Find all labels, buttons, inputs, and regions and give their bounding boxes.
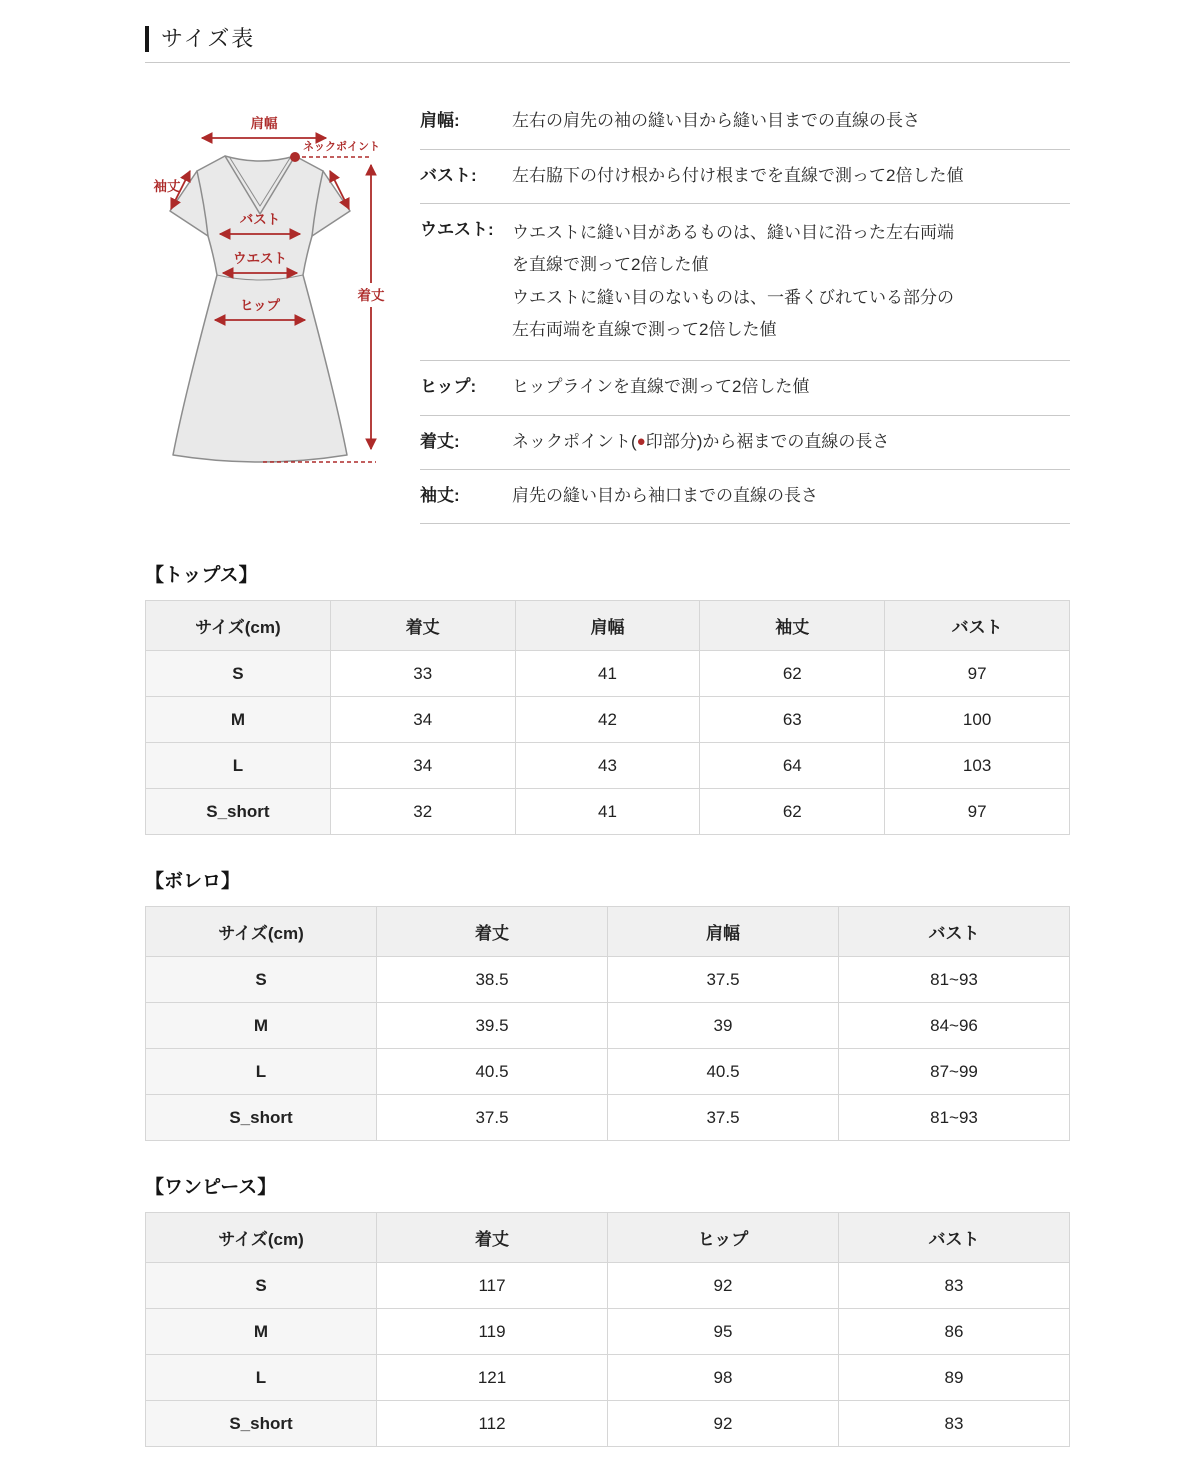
size-label: L (146, 1049, 377, 1095)
size-value: 95 (608, 1309, 839, 1355)
definition-description (512, 163, 1070, 189)
column-header: 肩幅 (608, 907, 839, 957)
size-value: 89 (839, 1355, 1070, 1401)
page-header (145, 26, 1070, 63)
size-value: 43 (515, 743, 700, 789)
column-header: 着丈 (330, 601, 515, 651)
definition-term: 着丈: (420, 431, 460, 451)
size-value: 41 (515, 789, 700, 835)
dress-diagram-svg (145, 103, 417, 483)
definition-description (512, 217, 1070, 346)
definition-line: 左右の肩先の袖の縫い目から縫い目までの直線の長さ (512, 111, 920, 131)
size-value: 92 (608, 1263, 839, 1309)
size-value: 97 (885, 789, 1070, 835)
size-label: L (146, 743, 331, 789)
page-title: サイズ表 (145, 26, 1070, 52)
size-value: 97 (885, 651, 1070, 697)
bolero-size-table (145, 906, 1070, 1141)
size-group-bolero (145, 866, 1070, 1141)
size-label: S (146, 1263, 377, 1309)
table-row (146, 651, 1070, 697)
definition-line: ウエストに縫い目のないものは、一番くびれている部分の (512, 287, 954, 307)
label-neck-point: ネックポイント (303, 141, 380, 154)
size-label: S_short (146, 1095, 377, 1141)
size-value: 37.5 (377, 1095, 608, 1141)
size-value: 100 (885, 697, 1070, 743)
size-value: 37.5 (608, 1095, 839, 1141)
definition-line (512, 429, 1070, 455)
definition-row-shoulder (420, 103, 1070, 149)
size-label: S (146, 651, 331, 697)
column-header: 袖丈 (700, 601, 885, 651)
size-group-tops (145, 560, 1070, 835)
size-label: M (146, 1003, 377, 1049)
label-hip: ヒップ (239, 298, 281, 314)
size-value: 34 (330, 697, 515, 743)
definition-row-bust (420, 150, 1070, 204)
table-row (146, 1049, 1070, 1095)
size-value: 32 (330, 789, 515, 835)
table-header-row (146, 601, 1070, 651)
tops-size-table (145, 600, 1070, 835)
size-value: 92 (608, 1401, 839, 1447)
definition-line: 左右脇下の付け根から付け根までを直線で測って2倍した値 (512, 165, 964, 185)
table-row (146, 1003, 1070, 1049)
definition-description (512, 429, 1070, 455)
size-value: 81~93 (839, 957, 1070, 1003)
size-value: 119 (377, 1309, 608, 1355)
size-value: 39.5 (377, 1003, 608, 1049)
table-row (146, 697, 1070, 743)
definition-row-sleeve (420, 470, 1070, 524)
table-row (146, 1263, 1070, 1309)
column-header: バスト (839, 907, 1070, 957)
definition-row-hip (420, 361, 1070, 415)
definition-description (512, 108, 1070, 134)
size-value: 62 (700, 789, 885, 835)
definition-text: 印部分)から裾までの直線の長さ (645, 431, 890, 451)
column-header: バスト (839, 1213, 1070, 1263)
group-title-onepiece: 【ワンピース】 (145, 1177, 277, 1199)
size-value: 34 (330, 743, 515, 789)
size-value: 33 (330, 651, 515, 697)
label-bust: バスト (239, 212, 281, 228)
group-title-tops: 【トップス】 (145, 565, 258, 587)
definition-term: 肩幅: (420, 111, 460, 131)
size-value: 112 (377, 1401, 608, 1447)
column-header: ヒップ (608, 1213, 839, 1263)
size-label: L (146, 1355, 377, 1401)
column-header: 着丈 (377, 907, 608, 957)
size-value: 83 (839, 1263, 1070, 1309)
neck-point-dot (290, 152, 300, 162)
definition-row-waist (420, 204, 1070, 361)
definition-term: バスト: (420, 165, 477, 185)
table-row (146, 1309, 1070, 1355)
neck-point-dot-glyph: ● (636, 432, 646, 450)
size-value: 98 (608, 1355, 839, 1401)
measurement-guide (145, 103, 1070, 524)
group-title-bolero: 【ボレロ】 (145, 871, 241, 893)
definition-line: 左右両端を直線で測って2倍した値 (512, 319, 777, 339)
label-waist: ウエスト (233, 251, 287, 267)
dress-measurement-diagram (145, 103, 420, 524)
size-label: S_short (146, 789, 331, 835)
definition-line: ウエストに縫い目があるものは、縫い目に沿った左右両端 (512, 223, 954, 243)
size-label: S_short (146, 1401, 377, 1447)
size-label: M (146, 697, 331, 743)
size-group-onepiece (145, 1172, 1070, 1447)
definition-line: 肩先の縫い目から袖口までの直線の長さ (512, 485, 818, 505)
size-value: 83 (839, 1401, 1070, 1447)
column-header: 肩幅 (515, 601, 700, 651)
table-header-row (146, 1213, 1070, 1263)
label-garment-length: 着丈 (357, 288, 385, 304)
column-header: サイズ(cm) (146, 1213, 377, 1263)
size-value: 40.5 (608, 1049, 839, 1095)
column-header: バスト (885, 601, 1070, 651)
size-value: 41 (515, 651, 700, 697)
table-header-row (146, 907, 1070, 957)
measurement-definitions (420, 103, 1070, 524)
size-value: 86 (839, 1309, 1070, 1355)
size-value: 64 (700, 743, 885, 789)
size-value: 81~93 (839, 1095, 1070, 1141)
table-row (146, 743, 1070, 789)
size-value: 87~99 (839, 1049, 1070, 1095)
column-header: サイズ(cm) (146, 601, 331, 651)
size-value: 117 (377, 1263, 608, 1309)
size-value: 103 (885, 743, 1070, 789)
size-value: 37.5 (608, 957, 839, 1003)
table-row (146, 1355, 1070, 1401)
definition-term: 袖丈: (420, 485, 460, 505)
size-value: 40.5 (377, 1049, 608, 1095)
size-value: 62 (700, 651, 885, 697)
column-header: 着丈 (377, 1213, 608, 1263)
onepiece-size-table (145, 1212, 1070, 1447)
size-value: 84~96 (839, 1003, 1070, 1049)
size-label: S (146, 957, 377, 1003)
label-sleeve-length: 袖丈 (153, 179, 181, 195)
definition-description (512, 483, 1070, 509)
size-label: M (146, 1309, 377, 1355)
definition-line: ヒップラインを直線で測って2倍した値 (512, 377, 810, 397)
size-value: 38.5 (377, 957, 608, 1003)
size-value: 63 (700, 697, 885, 743)
size-value: 39 (608, 1003, 839, 1049)
size-value: 121 (377, 1355, 608, 1401)
definition-description (512, 374, 1070, 400)
definition-term: ヒップ: (420, 377, 477, 397)
definition-line: を直線で測って2倍した値 (512, 255, 709, 275)
table-row (146, 789, 1070, 835)
column-header: サイズ(cm) (146, 907, 377, 957)
size-value: 42 (515, 697, 700, 743)
label-shoulder-width: 肩幅 (250, 116, 278, 132)
table-row (146, 1095, 1070, 1141)
table-row (146, 957, 1070, 1003)
definition-text: ネックポイント( (512, 431, 637, 451)
definition-row-length (420, 416, 1070, 470)
definition-term: ウエスト: (420, 220, 494, 240)
